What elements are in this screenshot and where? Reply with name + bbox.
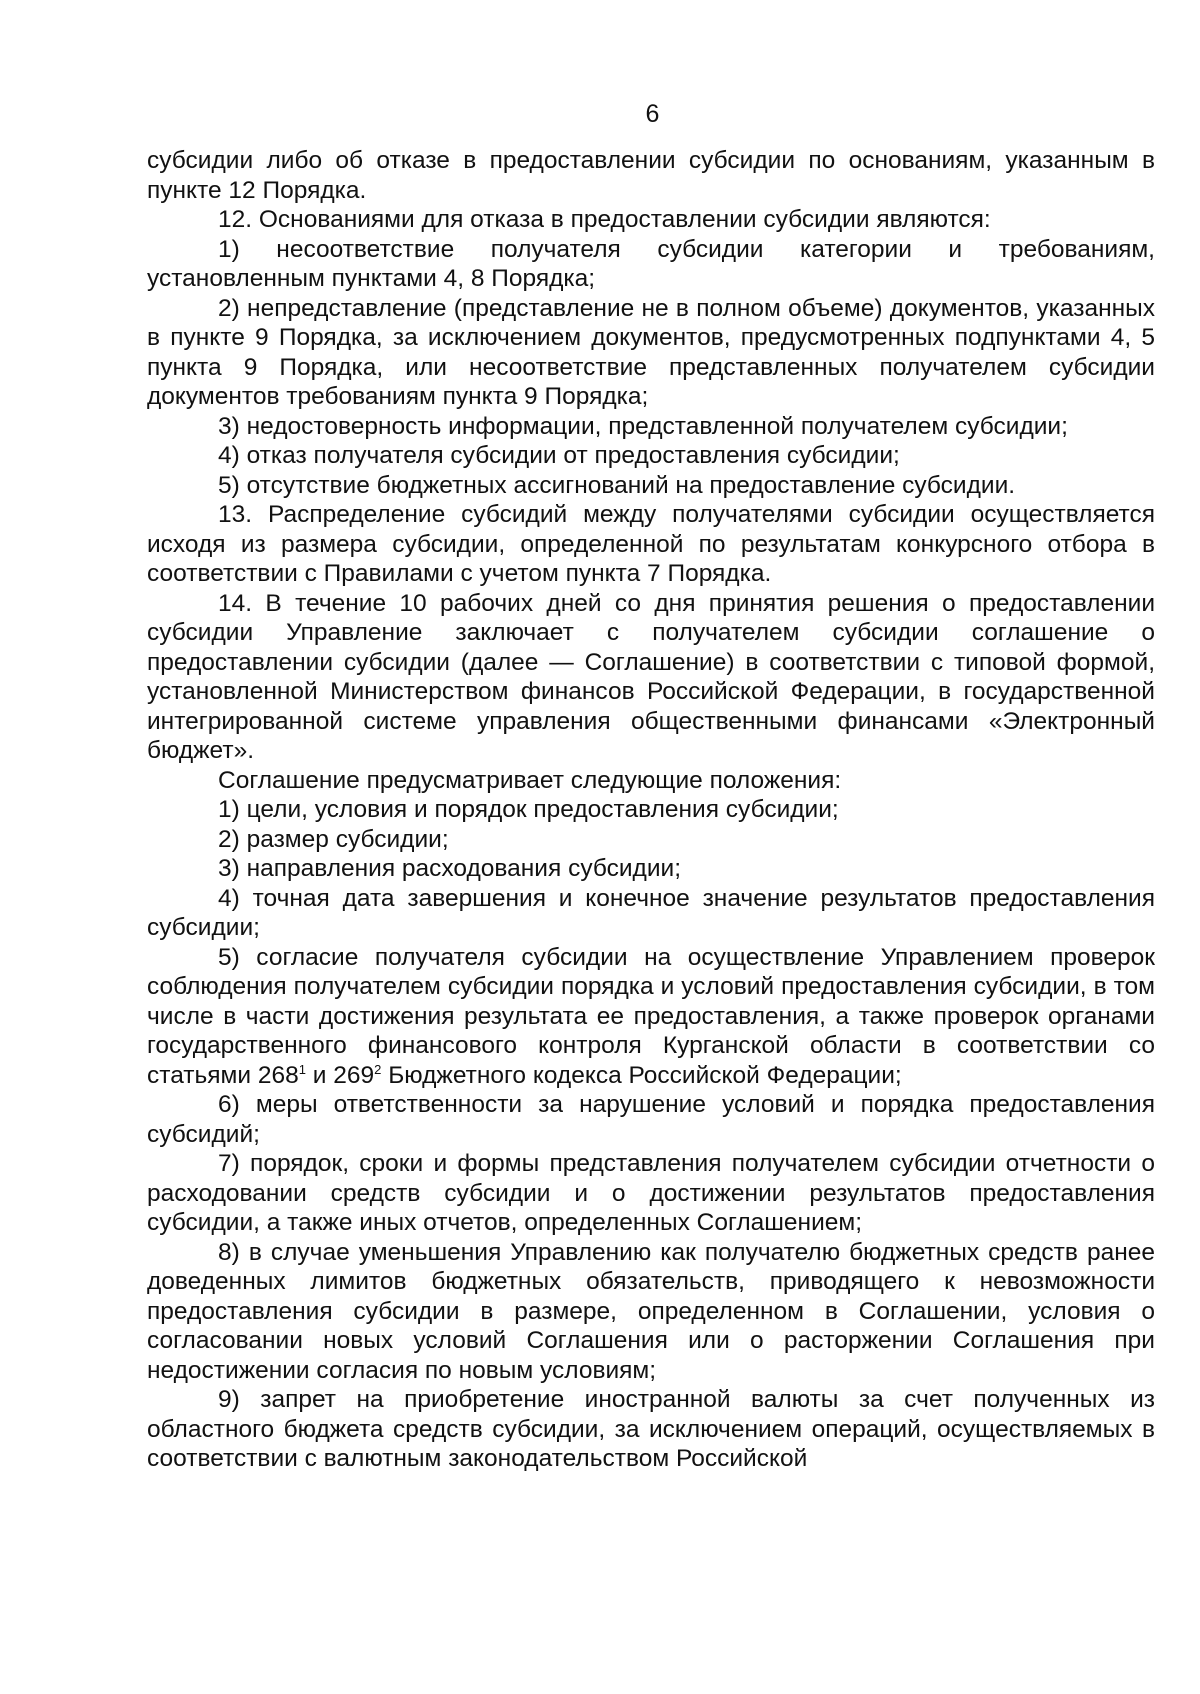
paragraph: 12. Основаниями для отказа в предоставлении субсидии являются: bbox=[218, 206, 991, 233]
paragraph: 3) направления расходования субсидии; bbox=[218, 855, 682, 882]
paragraph: 4) точная дата завершения и конечное значение результатов предоставления субсидии; bbox=[147, 884, 1155, 941]
paragraph: 14. В течение 10 рабочих дней со дня принятия решения о предоставлении субсидии Управление заключает с получателем субсидии соглашение о предоставлении субсидии (далее — Соглашение) в соответствии с типовой формой, установленной Министерством финансов Российской Федерации, в государственной интегрированной системе управления общественными финансами «Электронный бюджет». bbox=[147, 589, 1155, 764]
paragraph-text: Бюджетного кодекса Российской Федерации; bbox=[381, 1061, 902, 1089]
paragraph: 3) недостоверность информации, представленной получателем субсидии; bbox=[218, 412, 1068, 440]
paragraph: 1) несоответствие получателя субсидии категории и требованиям, установленным пунктами 4, 8 Порядка; bbox=[147, 235, 1155, 292]
superscript: 2 bbox=[374, 1061, 382, 1077]
superscript: 1 bbox=[298, 1061, 306, 1077]
paragraph: 2) непредставление (представление не в полном объеме) документов, указанных в пункте 9 Порядка, за исключением документов, предусмотренных подпунктами 4, 5 пункта 9 Порядка, или несоответствие представленных получателем субсидии документов требованиям пункта 9 Порядка; bbox=[147, 294, 1155, 410]
paragraph: 2) размер субсидии; bbox=[218, 825, 449, 853]
document-body bbox=[147, 146, 1155, 1474]
paragraph: субсидии либо об отказе в предоставлении субсидии по основаниям, указанным в пункте 12 Порядка. bbox=[147, 147, 1155, 204]
paragraph: 5) отсутствие бюджетных ассигнований на предоставление субсидии. bbox=[218, 471, 1016, 499]
page-number: 6 bbox=[645, 100, 660, 128]
paragraph: 4) отказ получателя субсидии от предоставления субсидии; bbox=[218, 442, 900, 469]
paragraph: 13. Распределение субсидий между получателями субсидии осуществляется исходя из размера субсидии, определенной по результатам конкурсного отбора в соответствии с Правилами с учетом пункта 7 Порядка. bbox=[147, 501, 1155, 587]
paragraph-text: 5) согласие получателя субсидии на осуществление Управлением проверок соблюдения получателем субсидии порядка и условий предоставления субсидии, в том числе в части достижения результата ее предоставления, а также проверок органами государственного финансового контроля Курганской области в соответствии со статьями 268 bbox=[147, 943, 1155, 1089]
paragraph: 8) в случае уменьшения Управлению как получателю бюджетных средств ранее доведенных лимитов бюджетных обязательств, приводящего к невозможности предоставления субсидии в размере, определенном в Соглашении, условия о согласовании новых условий Соглашения или о расторжении Соглашения при недостижении согласия по новым условиям; bbox=[147, 1238, 1155, 1384]
paragraph: 9) запрет на приобретение иностранной валюты за счет полученных из областного бюджета средств субсидии, за исключением операций, осуществляемых в соответствии с валютным законодательством Российской bbox=[147, 1386, 1155, 1472]
paragraph: 6) меры ответственности за нарушение условий и порядка предоставления субсидий; bbox=[147, 1091, 1155, 1148]
paragraph: 7) порядок, сроки и формы представления получателем субсидии отчетности о расходовании средств субсидии и о достижении результатов предоставления субсидии, а также иных отчетов, определенных Соглашением; bbox=[147, 1150, 1155, 1236]
paragraph-text: и 269 bbox=[305, 1061, 375, 1089]
paragraph bbox=[147, 943, 1155, 1091]
paragraph: 1) цели, условия и порядок предоставления субсидии; bbox=[218, 796, 839, 823]
paragraph: Соглашение предусматривает следующие положения: bbox=[218, 766, 842, 794]
